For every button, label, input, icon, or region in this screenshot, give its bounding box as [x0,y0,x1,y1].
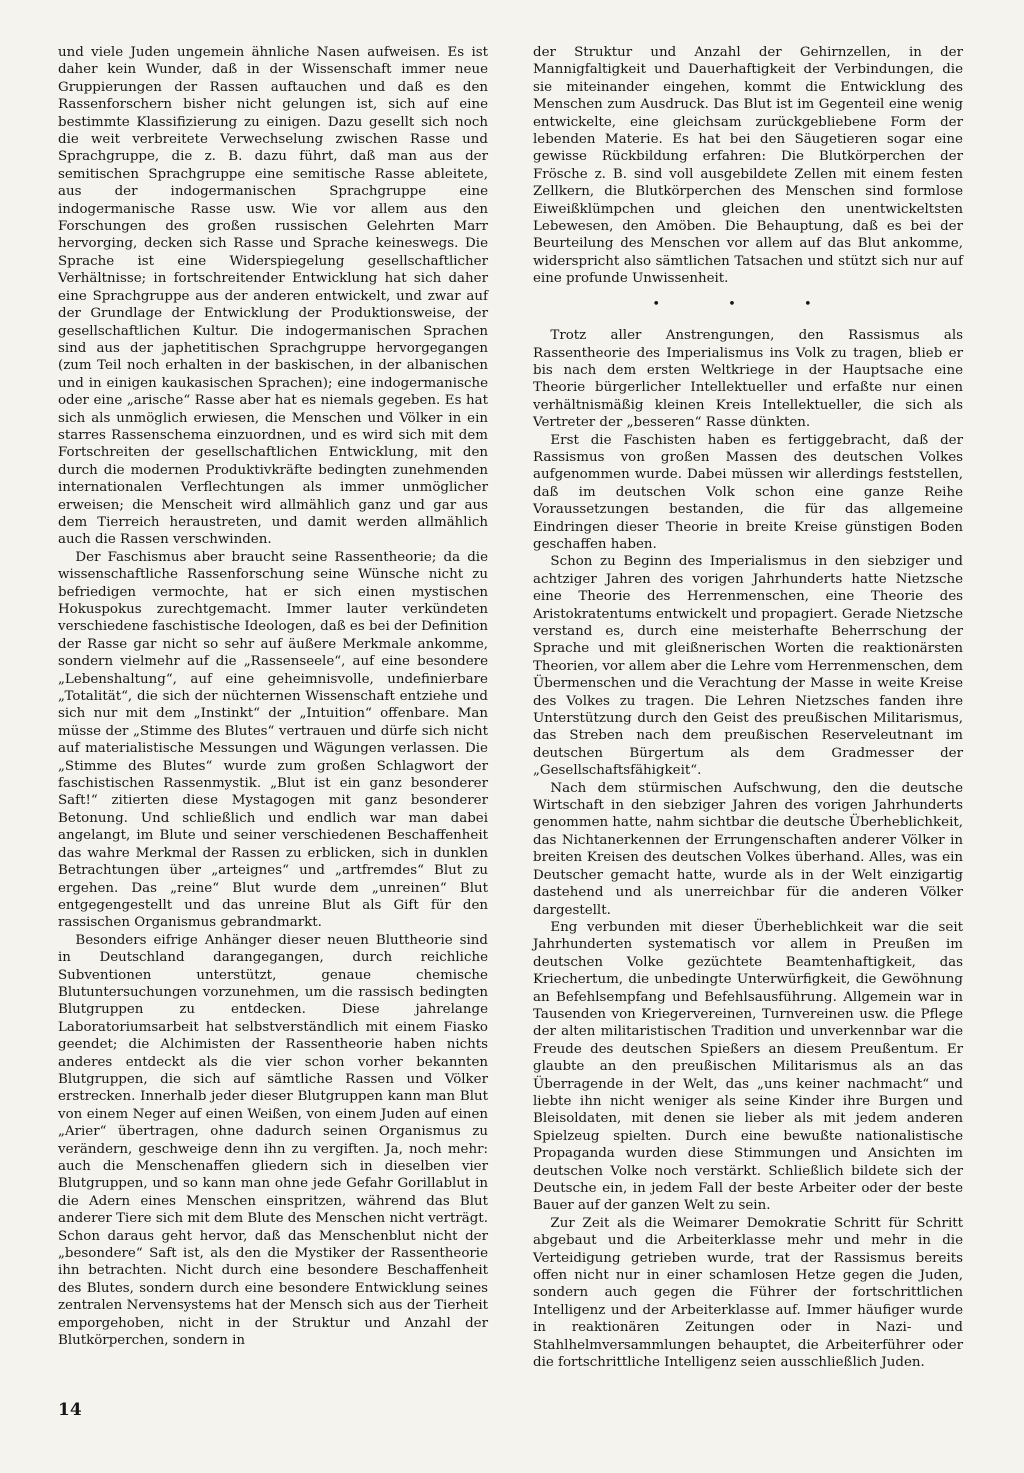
paragraph: Schon zu Beginn des Imperialismus in den siebziger und achtziger Jahren des vorigen Jahrhunderts hatte Nietzsche eine Theorie des Herrenmenschen, eine Theorie des Aristokratentums entwickelt und propagiert. Gerade Nietzsche verstand es, durch eine meisterhafte Beherrschung der Sprache und mit gleißnerischen Worten die reaktionärsten Theorien, vor allem aber die Lehre vom Herrenmenschen, dem Übermenschen und die Verachtung der Masse in weite Kreise des Volkes zu tragen. Die Lehren Nietzsches fanden ihre Unterstützung durch den Geist des preußischen Militarismus, das Streben nach dem preußischen Reserveleutnant im deutschen Bürgertum als dem Gradmesser der „Gesellschaftsfähigkeit“. [533,554,963,779]
paragraph: Der Faschismus aber braucht seine Rassentheorie; da die wissenschaftliche Rassenforschung seine Wünsche nicht zu befriedigen vermochte, hat er sich einen mystischen Hokuspokus zurechtgemacht. Immer lauter verkündeten verschiedene faschistische Ideologen, daß es bei der Definition der Rasse gar nicht so sehr auf äußere Merkmale ankomme, sondern vielmehr auf die „Rassenseele“, auf eine besondere „Lebenshaltung“, auf eine geheimnisvolle, undefinierbare „Totalität“, die sich der nüchternen Wissenschaft entziehe und sich nur mit dem „Instinkt“ der „Intuition“ offenbare. Man müsse der „Stimme des Blutes“ vertrauen und dürfe sich nicht auf materialistische Messungen und Wägungen verlassen. Die „Stimme des Blutes“ wurde zum großen Schlagwort der faschistischen Rassenmystik. „Blut ist ein ganz besonderer Saft!“ zitierten diese Mystagogen mit ganz besonderer Betonung. Und schließlich und endlich war man dabei angelangt, im Blute und seiner verschiedenen Beschaffenheit das wahre Merkmal der Rassen zu erblicken, sich in dunklen Betrachtungen über „arteignes“ und „artfremdes“ Blut zu ergehen. Das „reine“ Blut wurde dem „unreinen“ Blut entgegengestellt und das unreine Blut als Gift für den rassischen Organismus gebrandmarkt. [58,549,488,931]
paragraph: Erst die Faschisten haben es fertiggebracht, daß der Rassismus von großen Massen des deutschen Volkes aufgenommen wurde. Dabei müssen wir allerdings feststellen, daß im deutschen Volk schon eine ganze Reihe Voraussetzungen bestanden, die für das allgemeine Eindringen dieser Theorie in breite Kreise günstigen Boden geschaffen haben. [533,432,963,552]
paragraph: und viele Juden ungemein ähnliche Nasen aufweisen. Es ist daher kein Wunder, daß in der Wissenschaft immer neue Gruppierungen der Rassen auftauchen und daß es den Rassenforschern bisher nicht gelungen ist, sich auf eine bestimmte Klassifizierung zu einigen. Dazu gesellt sich noch die weit verbreitete Verwechselung zwischen Rasse und Sprachgruppe, die z. B. dazu führt, daß man aus der semitischen Sprachgruppe eine semitische Rasse ableitete, aus der indogermanischen Sprachgruppe eine indogermanische Rasse usw. Wie vor allem aus den Forschungen des großen russischen Gelehrten Marr hervorging, decken sich Rasse und Sprache keineswegs. Die Sprache ist eine Widerspiegelung gesellschaftlicher Verhältnisse; in fortschreitender Entwicklung hat sich daher eine Sprachgruppe aus der anderen entwickelt, und zwar auf der Grundlage der Entwicklung der Produktionsweise, der gesellschaftlichen Kultur. Die indogermanischen Sprachen sind aus der japhetitischen Sprachgruppe hervorgegangen (zum Teil noch erhalten in der baskischen, in der albanischen und in einigen kaukasischen Sprachen); eine indogermanische oder eine „arische“ Rasse aber hat es niemals gegeben. Es hat sich als unmöglich erwiesen, die Menschen und Völker in ein starres Rassenschema einzuordnen, und es wird sich mit dem Fortschreiten der gesellschaftlichen Entwicklung, mit den durch die modernen Produktivkräfte bedingten zunehmenden internationalen Verflechtungen als immer unmöglicher erweisen; die Menscheit wird allmählich ganz und gar aus dem Tierreich heraustreten, und damit werden allmählich auch die Rassen verschwinden. [58,45,488,548]
section-divider: • • • [652,296,844,312]
paragraph: der Struktur und Anzahl der Gehirnzellen, in der Mannigfaltigkeit und Dauerhaftigkeit der Verbindungen, die sie miteinander eingehen, kommt die Entwicklung des Menschen zum Ausdruck. Das Blut ist im Gegenteil eine wenig entwickelte, eine gleichsam zurückgebliebene Form der lebenden Materie. Es hat bei den Säugetieren sogar eine gewisse Rückbildung erfahren: Die Blutkörperchen der Frösche z. B. sind voll ausgebildete Zellen mit einem festen Zellkern, die Blutkörperchen des Menschen sind formlose Eiweißklümpchen und gleichen den unentwickeltsten Lebewesen, den Amöben. Die Behauptung, daß es bei der Beurteilung des Menschen vor allem auf das Blut ankomme, widerspricht also sämtlichen Tatsachen und stützt sich nur auf eine profunde Unwissenheit. [533,45,963,287]
paragraph: Besonders eifrige Anhänger dieser neuen Bluttheorie sind in Deutschland darangegangen, durch reichliche Subventionen unterstützt, genaue chemische Blutuntersuchungen vorzunehmen, um die rassisch bedingten Blutgruppen zu entdecken. Diese jahrelange Laboratoriumsarbeit hat selbstverständlich mit einem Fiasko geendet; die Alchimisten der Rassentheorie haben nichts anderes entdeckt als die vier schon vorher bekannten Blutgruppen, die sich auf sämtliche Rassen und Völker erstrecken. Innerhalb jeder dieser Blutgruppen kann man Blut von einem Neger auf einen Weißen, von einem Juden auf einen „Arier“ übertragen, ohne dadurch seinen Organismus zu verändern, geschweige denn ihn zu vergiften. Ja, noch mehr: auch die Menschenaffen gliedern sich in dieselben vier Blutgruppen, und so kann man ohne jede Gefahr Gorillablut in die Adern eines Menschen einspritzen, während das Blut anderer Tiere sich mit dem Blute des Menschen nicht verträgt. Schon daraus geht hervor, daß das Menschenblut nicht der „besondere“ Saft ist, als den die Mystiker der Rassentheorie ihn betrachten. Nicht durch eine besondere Beschaffenheit des Blutes, sondern durch eine besondere Entwicklung seines zentralen Nervensystems hat der Mensch sich aus der Tierheit emporgehoben, nicht in der Struktur und Anzahl der Blutkörperchen, sondern in [58,932,488,1349]
paragraph: Nach dem stürmischen Aufschwung, den die deutsche Wirtschaft in den siebziger Jahren des vorigen Jahrhunderts genommen hatte, nahm sichtbar die deutsche Überheblichkeit, das Nichtanerkennen der Errungenschaften anderer Völker in breiten Kreisen des deutschen Volkes überhand. Alles, was ein Deutscher gemacht hatte, wurde als in der Welt einzigartig dastehend und als unerreichbar für die anderen Völker dargestellt. [533,780,963,918]
paragraph: Trotz aller Anstrengungen, den Rassismus als Rassentheorie des Imperialismus ins Volk zu tragen, blieb er bis nach dem ersten Weltkriege in der Hauptsache eine Theorie bürgerlicher Intellektueller und erfaßte nur einen verhältnismäßig kleinen Kreis Intellektueller, die sich als Vertreter der „besseren“ Rasse dünkten. [533,328,963,431]
left-column [58,44,488,1349]
right-column [533,44,963,1371]
paragraph: Eng verbunden mit dieser Überheblichkeit war die seit Jahrhunderten systematisch vor allem in Preußen im deutschen Volke gezüchtete Beamtenhaftigkeit, das Kriechertum, die unbedingte Unterwürfigkeit, die Gewöhnung an Befehlsempfang und Befehlsausführung. Allgemein war in Tausenden von Kriegervereinen, Turnvereinen usw. die Pflege der alten militaristischen Tradition und unverkennbar war die Freude des deutschen Spießers an diesem Preußentum. Er glaubte an den preußischen Militarismus als an das Überragende in der Welt, das „uns keiner nachmacht“ und liebte ihn nicht weniger als seine Kinder ihre Burgen und Bleisoldaten, mit denen sie lieber als mit jedem anderen Spielzeug spielten. Durch eine bewußte nationalistische Propaganda wurden diese Stimmungen und Ansichten im deutschen Volke noch verstärkt. Schließlich bildete sich der Deutsche ein, in jedem Fall der beste Arbeiter oder der beste Bauer auf der ganzen Welt zu sein. [533,919,963,1214]
page-number: 14 [58,1400,82,1420]
paragraph: Zur Zeit als die Weimarer Demokratie Schritt für Schritt abgebaut und die Arbeiterklasse mehr und mehr in die Verteidigung getrieben wurde, trat der Rassismus bereits offen nicht nur in einer schamlosen Hetze gegen die Juden, sondern auch gegen die Führer der fortschrittlichen Intelligenz und der Arbeiterklasse auf. Immer häufiger wurde in reaktionären Zeitungen oder in Nazi- und Stahlhelmversammlungen behauptet, die Arbeiterführer oder die fortschrittliche Intelligenz seien ausschließlich Juden. [533,1215,963,1371]
